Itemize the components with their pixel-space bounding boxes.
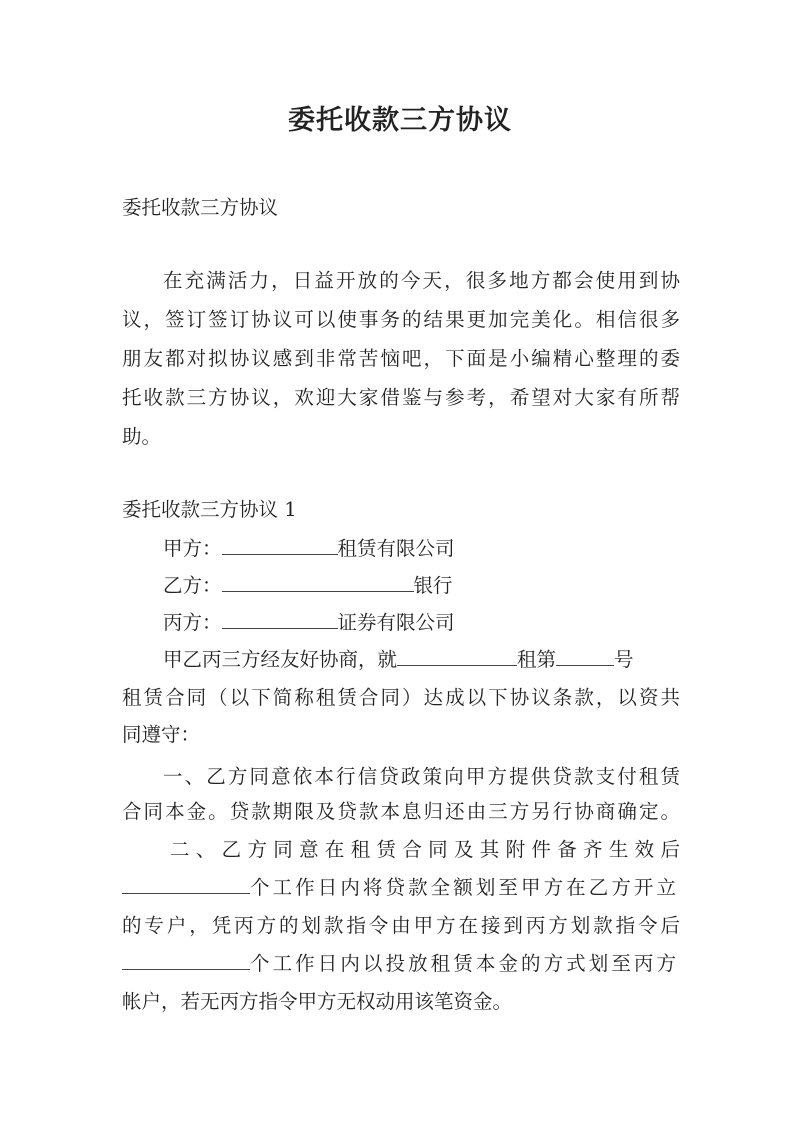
- intro-line-1: 在充满活力，日益开放的今天，很多地方都会使用到协: [163, 269, 680, 292]
- party-b-label: 乙方：: [163, 574, 222, 597]
- party-a-blank: [222, 536, 338, 555]
- workdays-blank-2: [122, 951, 250, 970]
- number-blank: [556, 647, 614, 666]
- clause2-line-4: 个工作日内以投放租赁本金的方式划至丙方: [122, 948, 676, 976]
- workdays-blank-1: [122, 875, 250, 894]
- clause2-line-3: 的专户，凭丙方的划款指令由甲方在接到丙方划款指令后: [122, 914, 680, 937]
- clause2-line-1: 二、乙方同意在租赁合同及其附件备齐生效后: [170, 838, 680, 861]
- document-subtitle: 委托收款三方协议: [122, 196, 279, 219]
- preamble-line-1: 甲乙丙三方经友好协商，就 租第 号: [163, 648, 634, 671]
- party-b-line: [163, 570, 453, 598]
- intro-line-2: 议，签订签订协议可以使事务的结果更加完美化。相信很多: [122, 308, 680, 331]
- intro-line-4: 托收款三方协议，欢迎大家借鉴与参考，希望对大家有所帮: [122, 386, 680, 409]
- preamble-line-3: 同遵守：: [122, 723, 201, 746]
- party-c-suffix: 证券有限公司: [337, 611, 455, 634]
- party-a-suffix: 租赁有限公司: [337, 537, 455, 560]
- party-b-suffix: 银行: [413, 574, 453, 597]
- clause1-line-2: 合同本金。贷款期限及贷款本息归还由三方另行协商确定。: [122, 800, 680, 823]
- preamble-line-2: 租赁合同（以下简称租赁合同）达成以下协议条款，以资共: [122, 686, 680, 709]
- clause2-line-5: 帐户，若无丙方指令甲方无权动用该笔资金。: [122, 990, 513, 1013]
- intro-line-5: 助。: [122, 425, 162, 448]
- party-c-line: [163, 607, 455, 635]
- party-a-label: 甲方：: [163, 537, 222, 560]
- clause1-line-1: 一、乙方同意依本行信贷政策向甲方提供贷款支付租赁: [163, 765, 680, 788]
- document-title: 委托收款三方协议: [288, 105, 512, 136]
- section-heading: 委托收款三方协议 1: [122, 498, 297, 521]
- party-b-blank: [222, 573, 414, 592]
- party-a-line: [163, 533, 455, 561]
- party-c-blank: [222, 610, 338, 629]
- contract-blank: [397, 647, 517, 666]
- clause2-line-2: 个工作日内将贷款全额划至甲方在乙方开立: [122, 872, 676, 900]
- party-c-label: 丙方：: [163, 611, 222, 634]
- intro-line-3: 朋友都对拟协议感到非常苦恼吧，下面是小编精心整理的委: [122, 347, 680, 370]
